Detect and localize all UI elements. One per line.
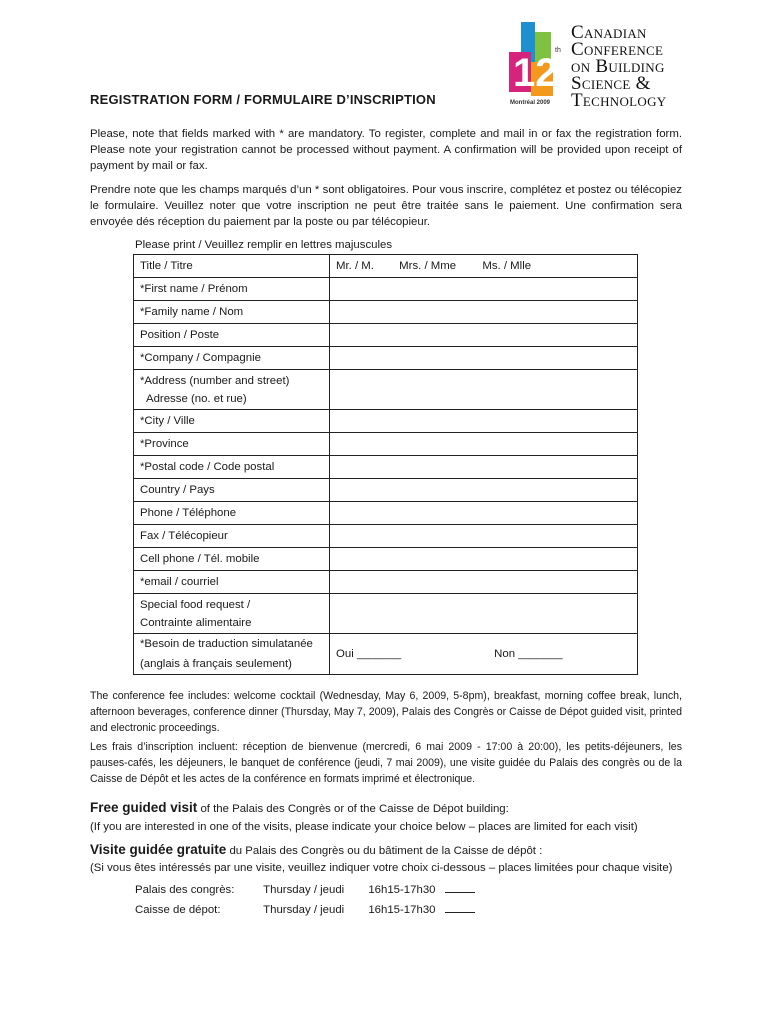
family-name-label: *Family name / Nom	[134, 301, 330, 324]
intro-english: Please, note that fields marked with * are mandatory. To register, complete and mail in or fax the registration form. Please note your registration cannot be processed without payment. A confirmation will be provided upon receipt of payment by mail or fax.	[90, 128, 682, 172]
table-row	[134, 525, 638, 548]
visit-choice-palais	[135, 882, 475, 896]
print-note: Please print / Veuillez remplir en lettres majuscules	[135, 239, 393, 251]
address-label-fr: Adresse (no. et rue)	[146, 392, 247, 405]
translation-non[interactable]: Non _______	[494, 648, 563, 660]
conference-logo	[505, 18, 705, 118]
table-row	[134, 456, 638, 479]
visit-heading-en-bold: Free guided visit	[90, 800, 198, 815]
logo-line: Canadian	[571, 22, 647, 43]
visit-choice-caisse	[135, 902, 475, 916]
city-label: *City / Ville	[134, 410, 330, 433]
postal-code-label: *Postal code / Code postal	[134, 456, 330, 479]
visit-heading-fr-bold: Visite guidée gratuite	[90, 842, 227, 857]
visit-heading-fr-rest: du Palais des Congrès ou du bâtiment de la Caisse de dépôt :	[226, 845, 543, 857]
fee-english: The conference fee includes: welcome cocktail (Wednesday, May 6, 2009, 5-8pm), breakfast, morning coffee break, lunch, afternoon beverages, conference dinner (Thursday, May 7, 2009), Palais des Congrès or Caisse de Dépot guided visit, printed and electronic proceedings.	[90, 690, 682, 734]
translation-options	[330, 634, 638, 675]
visit-day: Thursday / jeudi	[263, 884, 345, 896]
email-label: *email / courriel	[134, 571, 330, 594]
fee-french: Les frais d’inscription incluent: réception de bienvenue (mercredi, 6 mai 2009 - 17:00 à 20:00), les petits-déjeuners, les pauses-cafés, les déjeuners, le banquet de conférence (jeudi, 7 mai 2009), une visite guidée du Palais des congrès ou de la Caisse de Dépôt et les actes de la conférence en formats imprimé et électronique.	[90, 741, 682, 785]
visit-day: Thursday / jeudi	[263, 904, 345, 916]
address-label-en: *Address (number and street)	[140, 374, 290, 387]
table-row	[134, 571, 638, 594]
translation-label-line2: (anglais à français seulement)	[140, 658, 292, 670]
address-label	[134, 370, 330, 410]
logo-line: on Building	[571, 56, 665, 77]
food-request-field[interactable]	[330, 594, 638, 634]
table-row	[134, 410, 638, 433]
province-field[interactable]	[330, 433, 638, 456]
cell-phone-label: Cell phone / Tél. mobile	[134, 548, 330, 571]
table-row	[134, 502, 638, 525]
city-field[interactable]	[330, 410, 638, 433]
position-field[interactable]	[330, 324, 638, 347]
cell-phone-field[interactable]	[330, 548, 638, 571]
logo-city: Montréal 2009	[510, 100, 551, 106]
first-name-field[interactable]	[330, 278, 638, 301]
country-label: Country / Pays	[134, 479, 330, 502]
email-field[interactable]	[330, 571, 638, 594]
table-row	[134, 548, 638, 571]
province-label: *Province	[134, 433, 330, 456]
table-row	[134, 347, 638, 370]
registration-table	[133, 254, 638, 675]
visit-choice-blank[interactable]	[445, 882, 475, 893]
address-field[interactable]	[330, 370, 638, 410]
position-label: Position / Poste	[134, 324, 330, 347]
food-request-label	[134, 594, 330, 634]
food-request-label-en: Special food request /	[140, 598, 251, 611]
family-name-field[interactable]	[330, 301, 638, 324]
table-row	[134, 433, 638, 456]
country-field[interactable]	[330, 479, 638, 502]
visit-choice-blank[interactable]	[445, 902, 475, 913]
logo-superscript: th	[555, 47, 561, 54]
postal-code-field[interactable]	[330, 456, 638, 479]
company-field[interactable]	[330, 347, 638, 370]
visit-heading-en-rest: of the Palais des Congrès or of the Caisse de Dépot building:	[197, 803, 509, 815]
title-label: Title / Titre	[134, 255, 330, 278]
visit-place: Caisse de dépot:	[135, 904, 221, 916]
table-row	[134, 278, 638, 301]
translation-label-line1: *Besoin de traduction simulatanée	[140, 638, 313, 650]
food-request-label-fr: Contrainte alimentaire	[140, 616, 252, 629]
title-option-mrs[interactable]: Mrs. / Mme	[399, 260, 457, 272]
logo-line: Conference	[571, 39, 664, 60]
intro-french: Prendre note que les champs marqués d’un * sont obligatoires. Pour vous inscrire, complétez et postez ou télécopiez le formulaire. Veuillez noter que votre inscription ne peut être traitée sans le paiement. Une confirmation sera envoyée dés réception du paiement par la poste ou par télécopieur.	[90, 184, 682, 228]
table-row	[134, 634, 638, 675]
table-row	[134, 301, 638, 324]
visit-sub-fr: (Si vous êtes intéressés par une visite, veuillez indiquer votre choix ci-dessous – places limitées pour chaque visite)	[90, 862, 673, 874]
visit-sub-en: (If you are interested in one of the visits, please indicate your choice below – places are limited for each visit)	[90, 821, 638, 833]
fax-label: Fax / Télécopieur	[134, 525, 330, 548]
logo-mark-icon	[505, 22, 565, 108]
phone-label: Phone / Téléphone	[134, 502, 330, 525]
title-options[interactable]	[330, 255, 638, 278]
title-option-ms[interactable]: Ms. / Mlle	[482, 260, 532, 272]
visit-time: 16h15-17h30	[368, 884, 436, 896]
table-row	[134, 594, 638, 634]
table-row	[134, 479, 638, 502]
form-title: REGISTRATION FORM / FORMULAIRE D’INSCRIPTION	[90, 92, 436, 107]
phone-field[interactable]	[330, 502, 638, 525]
first-name-label: *First name / Prénom	[134, 278, 330, 301]
visit-time: 16h15-17h30	[368, 904, 436, 916]
logo-line: Science &	[571, 73, 651, 94]
logo-line: Technology	[571, 90, 667, 111]
company-label: *Company / Compagnie	[134, 347, 330, 370]
logo-wordmark	[571, 24, 667, 109]
visit-heading-en	[90, 800, 509, 815]
fax-field[interactable]	[330, 525, 638, 548]
visit-place: Palais des congrès:	[135, 884, 235, 896]
translation-label	[134, 634, 330, 675]
table-row	[134, 255, 638, 278]
title-option-mr[interactable]: Mr. / M.	[336, 260, 374, 272]
translation-oui[interactable]: Oui _______	[336, 648, 402, 660]
table-row	[134, 370, 638, 410]
logo-number: 12	[513, 51, 558, 95]
table-row	[134, 324, 638, 347]
visit-heading-fr	[90, 842, 542, 857]
